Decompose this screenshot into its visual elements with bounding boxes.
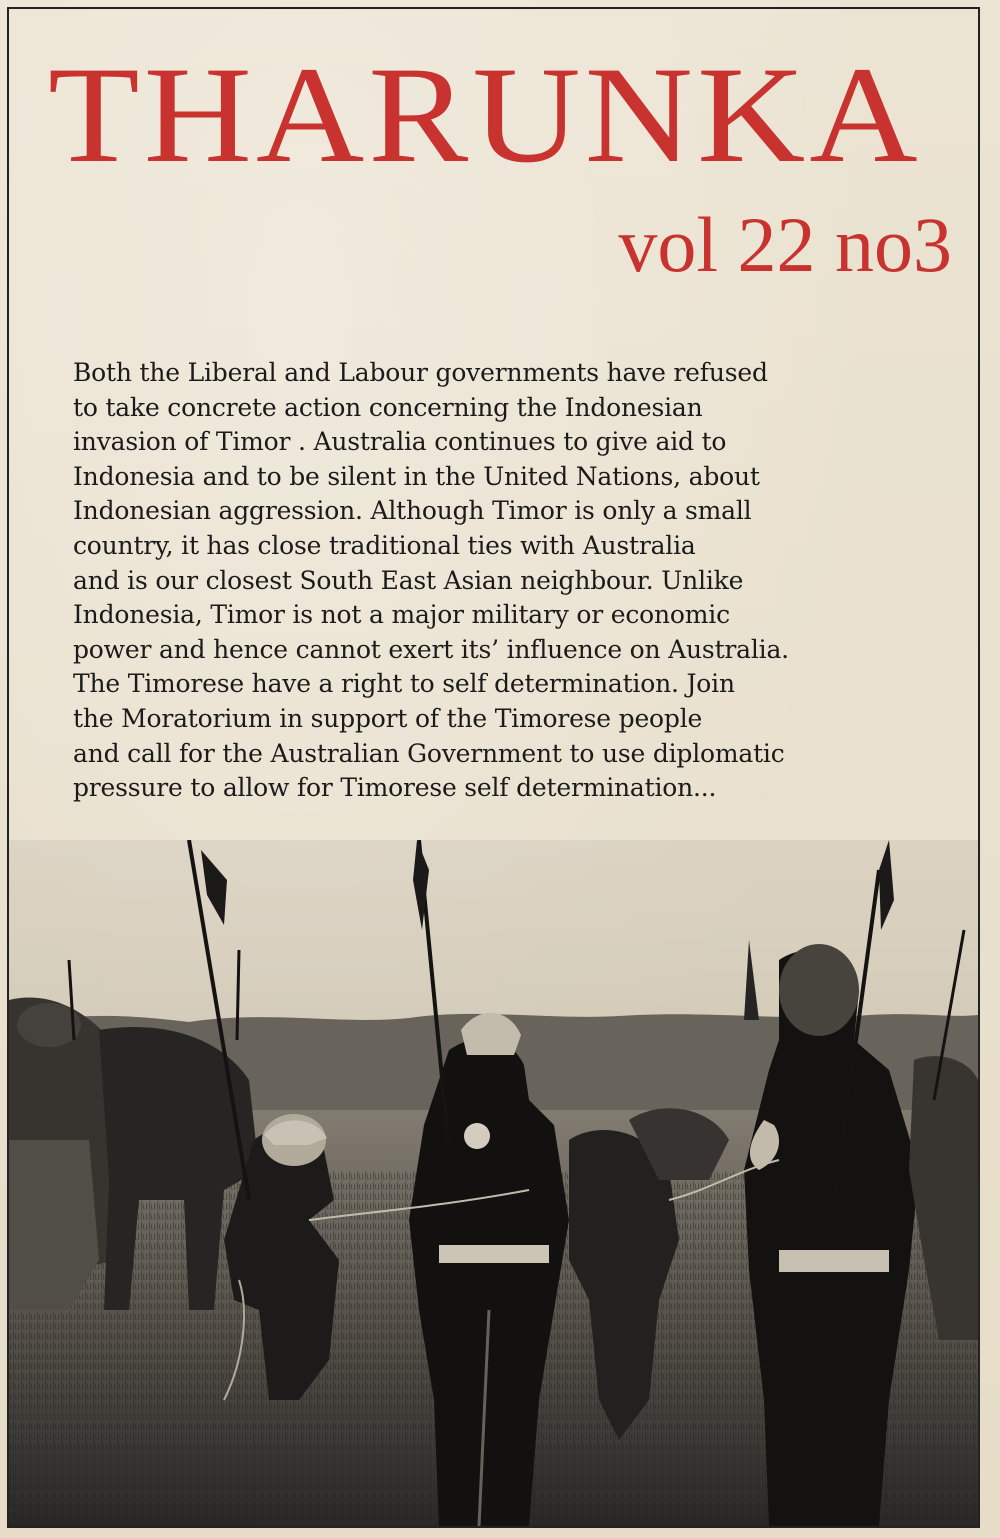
warriors-with-spears-photo (9, 840, 978, 1526)
statement-line: Indonesian aggression. Although Timor is only a small (73, 496, 752, 526)
statement-line: country, it has close traditional ties with Australia (73, 530, 696, 560)
masthead-title: THARUNKA (48, 38, 922, 192)
statement-line: and is our closest South East Asian neighbour. Unlike (73, 565, 744, 595)
statement-line: The Timorese have a right to self determination. Join (73, 669, 735, 699)
statement-line: invasion of Timor . Australia continues to give aid to (73, 427, 727, 457)
cover-statement (73, 356, 963, 806)
statement-line: Indonesia, Timor is not a major military or economic (73, 600, 730, 630)
statement-line: Indonesia and to be silent in the United Nations, about (73, 461, 760, 491)
statement-line: to take concrete action concerning the Indonesian (73, 392, 703, 422)
statement-line: and call for the Australian Government to use diplomatic (73, 738, 785, 768)
issue-number: vol 22 no3 (618, 201, 952, 288)
statement-line: power and hence cannot exert its’ influence on Australia. (73, 634, 789, 664)
statement-line: the Moratorium in support of the Timorese people (73, 703, 703, 733)
statement-line: Both the Liberal and Labour governments have refused (73, 358, 768, 387)
statement-line: pressure to allow for Timorese self determination... (73, 773, 717, 803)
cover-photograph (9, 840, 978, 1526)
